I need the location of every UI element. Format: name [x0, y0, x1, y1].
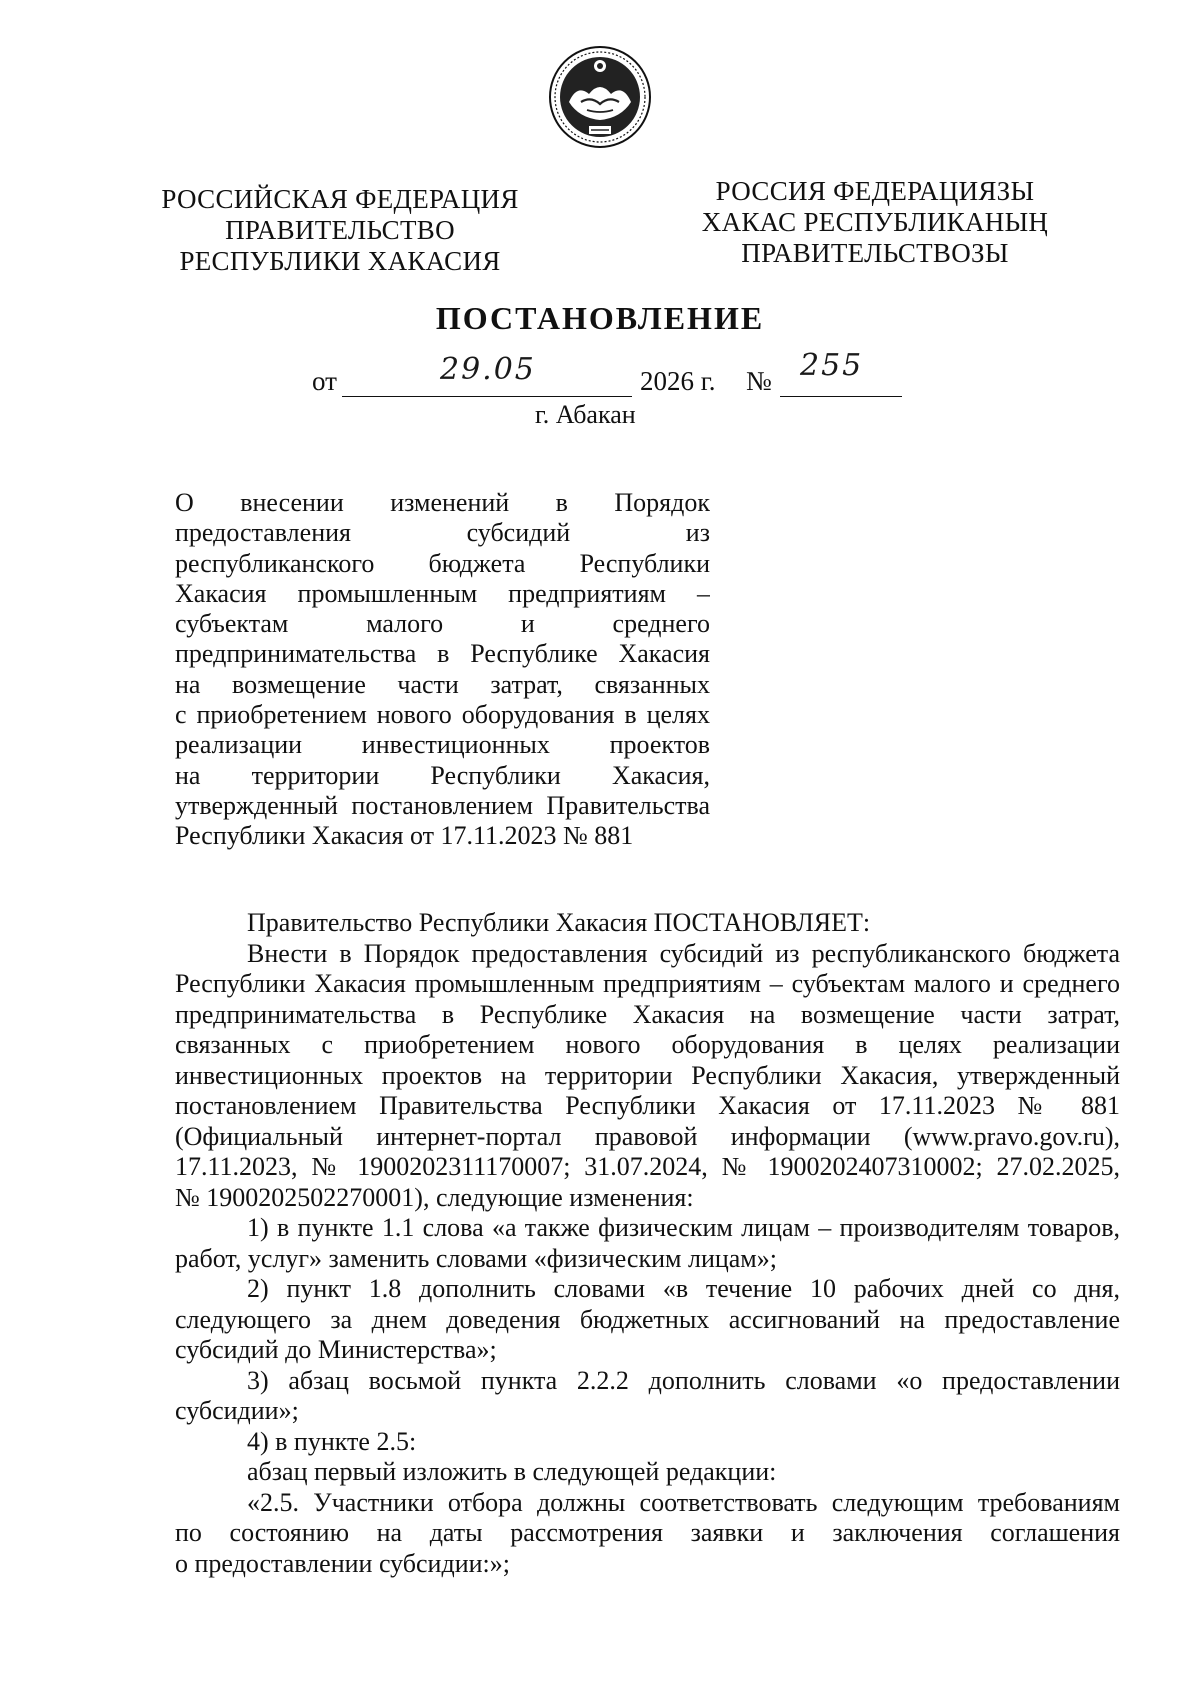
number-underline	[780, 396, 902, 397]
body-line: Правительство Республики Хакасия ПОСТАНОВЛЯЕТ:	[247, 908, 871, 937]
year-label: 2026 г.	[640, 366, 716, 396]
coat-of-arms-emblem	[547, 44, 653, 150]
body-line: работ, услуг» заменить словами «физическим лицам»;	[175, 1243, 777, 1273]
subject-line: субъектам малого и среднего	[175, 609, 710, 639]
body-line: предпринимательства в Республике Хакасия на возмещение части затрат,	[175, 999, 1120, 1029]
body-line: абзац первый изложить в следующей редакции:	[247, 1457, 777, 1486]
body-line: по состоянию на даты рассмотрения заявки и заключения соглашения	[175, 1518, 1120, 1547]
header-left-russian	[160, 184, 520, 277]
number-sign: №	[746, 366, 772, 396]
subject-line: утвержденный постановлением Правительства	[175, 790, 710, 820]
subject-line: республиканского бюджета Республики	[175, 548, 710, 578]
body-line: 4) в пункте 2.5:	[247, 1426, 417, 1456]
subject-line: на территории Республики Хакасия,	[175, 760, 710, 790]
subject-line: Республики Хакасия от 17.11.2023 № 881	[175, 821, 634, 851]
subject-line: предоставления субсидий из	[175, 518, 710, 548]
body-line: о предоставлении субсидии:»;	[175, 1548, 510, 1578]
header-right-line-2: ХАКАС РЕСПУБЛИКАНЫҢ	[701, 207, 1049, 237]
city-label: г. Абакан	[535, 400, 636, 429]
body-line: (Официальный интернет-портал правовой информации (www.pravo.gov.ru),	[175, 1121, 1120, 1151]
body-line: Внести в Порядок предоставления субсидий из республиканского бюджета	[247, 938, 1120, 968]
body-line: субсидий до Министерства»;	[175, 1335, 497, 1364]
body-line: следующего за днем доведения бюджетных ассигнований на предоставление	[175, 1304, 1120, 1334]
body-line: инвестиционных проектов на территории Республики Хакасия, утвержденный	[175, 1060, 1120, 1090]
subject-line: Хакасия промышленным предприятиям –	[175, 578, 710, 608]
date-prefix: от	[312, 366, 337, 396]
date-underline	[342, 396, 632, 397]
body-line: 1) в пункте 1.1 слова «а также физическим лицам – производителям товаров,	[247, 1213, 1120, 1242]
subject-line: реализации инвестиционных проектов	[175, 730, 710, 760]
subject-line: на возмещение части затрат, связанных	[175, 669, 710, 699]
subject-line: предпринимательства в Республике Хакасия	[175, 639, 710, 669]
header-right-line-1: РОССИЯ ФЕДЕРАЦИЯЗЫ	[715, 176, 1035, 206]
body-line: 3) абзац восьмой пункта 2.2.2 дополнить словами «о предоставлении	[247, 1365, 1120, 1395]
body-line: постановлением Правительства Республики Хакасия от 17.11.2023 № 881	[175, 1091, 1120, 1120]
header-right-line-3: ПРАВИТЕЛЬСТВОЗЫ	[741, 238, 1009, 268]
document-body	[175, 908, 1120, 1579]
subject-line: О внесении изменений в Порядок	[175, 488, 710, 517]
document-title: ПОСТАНОВЛЕНИЕ	[435, 300, 765, 336]
body-line: 17.11.2023, № 1900202311170007; 31.07.2024, № 1900202407310002; 27.02.2025,	[175, 1152, 1120, 1181]
body-line: «2.5. Участники отбора должны соответствовать следующим требованиям	[247, 1487, 1120, 1517]
header-left-line-1: РОССИЙСКАЯ ФЕДЕРАЦИЯ	[161, 184, 519, 214]
subject-heading	[175, 488, 710, 852]
body-line: № 1900202502270001), следующие изменения:	[175, 1182, 694, 1212]
body-line: субсидии»;	[175, 1396, 299, 1425]
number-handwritten: 255	[800, 348, 864, 383]
date-number-line	[0, 348, 1200, 402]
date-handwritten: 29.05	[440, 352, 536, 387]
body-line: связанных с приобретением нового оборудования в целях реализации	[175, 1030, 1120, 1059]
body-line: 2) пункт 1.8 дополнить словами «в течение 10 рабочих дней со дня,	[247, 1274, 1120, 1303]
subject-line: с приобретением нового оборудования в целях	[175, 700, 710, 730]
header-left-line-3: РЕСПУБЛИКИ ХАКАСИЯ	[179, 246, 501, 276]
body-line: Республики Хакасия промышленным предприятиям – субъектам малого и среднего	[175, 969, 1120, 998]
header-right-khakas	[700, 176, 1050, 269]
header-left-line-2: ПРАВИТЕЛЬСТВО	[225, 215, 455, 245]
